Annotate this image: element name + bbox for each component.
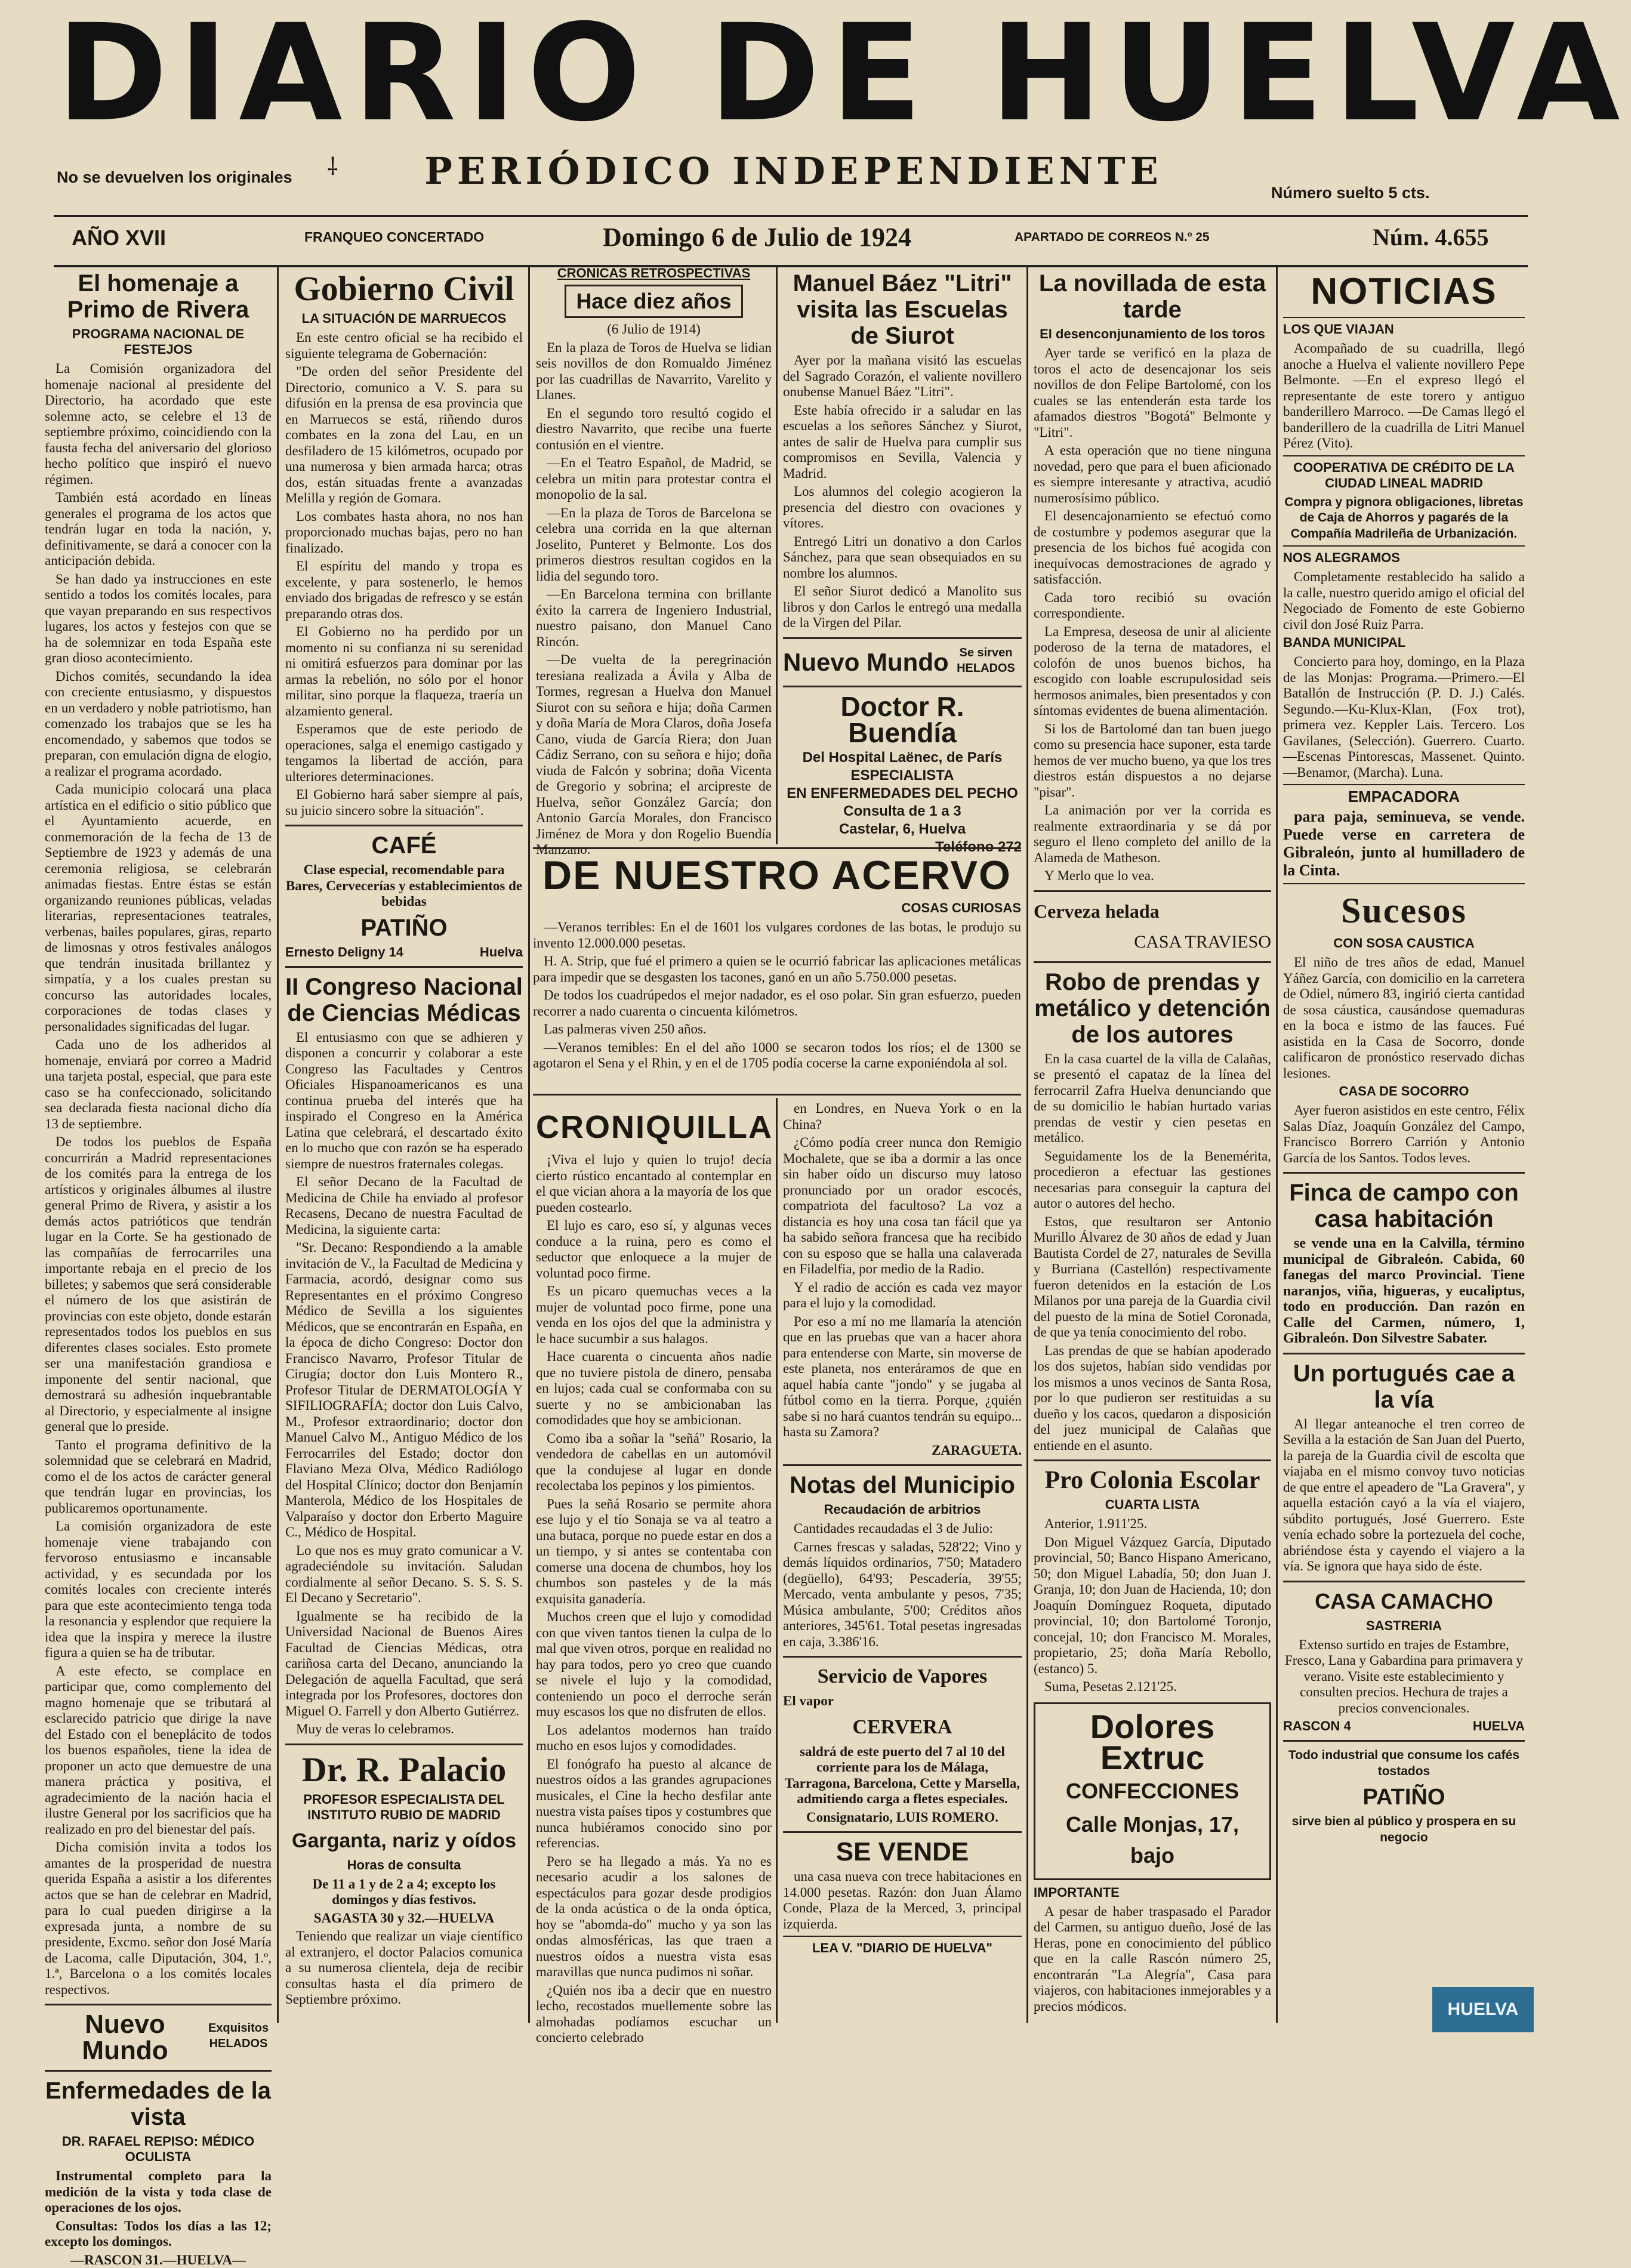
ad-buendia-hours: Consulta de 1 a 3 <box>783 803 1022 820</box>
column-rule <box>1276 266 1278 2023</box>
ad-palacio-hours-title: Horas de consulta <box>285 1857 523 1873</box>
article-paragraph: —Veranos temibles: En el del año 1000 se secaron todos los ríos; el de 1300 se agotaron el Sena y el Rhin, y en el de 1705 podía cocerse la carne exponiéndola al sol. <box>533 1040 1021 1072</box>
article-paragraph: Igualmente se ha recibido de la Universidad Nacional de Buenos Aires Facultad de Ciencias Médicas, otra cariñosa carta del Decano, anunciando la Delegación de aquella Facultad, que será integrada por los Profesores, doctores don Miguel O. Farrell y don Alberto Gutiérrez. <box>285 1609 523 1720</box>
article-paragraph: Las prendas de que se habían apoderado los dos sujetos, habían sido vendidas por los mismos a unos vecinos de Santa Rosa, por lo que pudieron ser restituidas a su dueño y los cacos, quedaron a disposición del juez municipal de Calañas que entiende en el asunto. <box>1034 1343 1271 1454</box>
ad-cafe-body: Clase especial, recomendable para Bares, Cervecerías y establecimientos de bebidas <box>285 862 523 910</box>
article-paragraph: En la casa cuartel de la villa de Calañas, se presentó el capataz de la línea del ferrocarril Zafra Huelva denunciando que de su domicilio le habían hurtado varias prendas de vestir y cien pesetas en metálico. <box>1034 1051 1271 1146</box>
article-paragraph: —En Barcelona termina con brillante éxito la carrera de Ingeniero Industrial, nuestro paisano, don Manuel Cano Rincón. <box>536 587 772 650</box>
ad-palacio-specialty: Garganta, nariz y oídos <box>285 1828 523 1854</box>
dateline: (6 Julio de 1914) <box>536 322 772 338</box>
masthead-price: Número suelto 5 cts. <box>1271 184 1430 202</box>
divider <box>285 825 523 826</box>
column-rule <box>776 266 778 844</box>
ad-vista-body: Instrumental completo para la medición de la vista y toda clase de operaciones de los ojos. <box>45 2168 272 2216</box>
finca-body: se vende una en la Calvilla, término municipal de Gibraleón. Cabida, 60 fanegas del marco Provincial. Tiene naranjos, viña, higueras, y eucaliptus, todo en producción. Dan razón en Calle del Carmen, número, 1, Gibraleón. Don Silvestre Sabater. <box>1283 1236 1525 1347</box>
article-paragraph: Ayer por la mañana visitó las escuelas del Sagrado Corazón, el valiente novillero onubense Manuel Báez "Litri". <box>783 353 1022 400</box>
ad-buendia-phone: Teléfono 272 <box>783 839 1022 856</box>
article-paragraph: Lo que nos es muy grato comunicar a V. agradeciéndole su invitación. Saludan cordialmente al señor Decano. S. S. S. S. El Decano y Secretario". <box>285 1543 523 1606</box>
franqueo-note: FRANQUEO CONCERTADO <box>304 229 484 245</box>
article-paragraph: Pero se ha llegado a más. Ya no es necesario acudir a los salones de espectáculos para gozar desde prodigios de la onda acústica o de la onda óptica, hoy se "abomda-do" mucho y ya son las ondas almosféricas, las que traen a nuestros oídos a nuestra vista esas maravillas que nunca pudimos ni soñar. <box>536 1854 772 1980</box>
article-paragraph: También está acordado en líneas generales el programa de los actos que tendrán lugar en toda la nación, y, definitivamente, se dará a conocer con la anticipación debida. <box>45 490 272 569</box>
article-paragraph: El lujo es caro, eso sí, y algunas veces conduce a la ruina, pero es como el seductor que enloquece a la mujer de voluntad poco firme. <box>536 1218 772 1281</box>
article-paragraph: El fonógrafo ha puesto al alcance de nuestros oídos a las grandes agrupaciones musicales, el Cine la hecho desfilar ante nuestra vista países tipos y costumbres que nunca hubiéramos conocido sino por referencias. <box>536 1757 772 1852</box>
column-3 <box>536 266 772 838</box>
article-paragraph: Estos, que resultaron ser Antonio Murillo Álvarez de 30 años de edad y Juan Bautista Cordel de 27, naturales de Sevilla y Burriana (Castellón) respectivamente fueron detenidos en la estación de Los Milanos por una pareja de la Guardia civil del puesto de la mina de Sotiel Coronada, de que ya tenía conocimiento del robo. <box>1034 1214 1271 1341</box>
article-paragraph: "Sr. Decano: Respondiendo a la amable invitación de V., la Facultad de Medicina y Farmacia, acordó, designar como sus Representantes en el próximo Congreso Médico de Sevilla a los siguientes Médicos, que se encontrarán en España, en la época de dicho Congreso: Doctor don Francisco Navarro, Profesor Titular de Cirugía; doctor don Luis Montero R., Profesor Titular de DERMATOLOGÍA Y SIFILIOGRAFÍA; doctor don Luis Calvo, M., Profesor extraordinario; doctor don Manuel Calvo M., Antiguo Médico de los Ferrocarriles del Estado; doctor don Flaviano Meza Olva, Médico Radiólogo del Hospital Clínico; doctor don Benjamín Manterola, Médico de los Hospitales de Valparaíso y doctor don Erberto Maguire C., Médico de Hospital. <box>285 1240 523 1541</box>
column-rule <box>528 266 530 2023</box>
divider <box>1283 455 1525 456</box>
ad-camacho-street: RASCON 4 <box>1283 1718 1351 1734</box>
divider <box>1034 961 1271 963</box>
alegramos-title: NOS ALEGRAMOS <box>1283 550 1525 566</box>
article-paragraph: —En la plaza de Toros de Barcelona se celebra una corrida en la que alternan Joselito, Punteret y Belmonte. Los dos primeros diestros resultan cogidos en la lidia del segundo toro. <box>536 505 772 585</box>
ad-palacio-note: Teniendo que realizar un viaje científico al extranjero, el doctor Palacios comunica a su numerosa clientela, deja de recibir consultas hasta el día primero de Septiembre próximo. <box>285 1928 523 2008</box>
headline-congreso: II Congreso Nacional de Ciencias Médicas <box>285 974 523 1026</box>
article-paragraph: Cantidades recaudadas el 3 de Julio: <box>783 1521 1022 1537</box>
ad-camacho-city: HUELVA <box>1473 1718 1525 1734</box>
kicker-cronicas: CRÓNICAS RETROSPECTIVAS <box>536 266 772 281</box>
article-paragraph: A este efecto, se complace en participar que, como complemento del magno homenaje que se tributará al esclarecido patricio que dirige la nave del Estado con el beneplácito de todos los buenos españoles, tiene la idea de proponer un acto que demuestre de una manera práctica y positiva, el agradecimiento de la nación hacia el ilustre General por los sacrificios que ha realizado en pro del bienestar del país. <box>45 1664 272 1838</box>
croniquilla-left <box>536 1101 772 2023</box>
article-paragraph: Seguidamente los de la Benemérita, procedieron a efectuar las gestiones necesarias para conseguir la captura del autor o autores del hecho. <box>1034 1149 1271 1212</box>
empacadora-body: para paja, seminueva, se vende. Puede verse en carretera de Gibraleón, junto al humilladero de la Cinta. <box>1283 808 1525 880</box>
divider <box>783 1656 1022 1658</box>
article-paragraph: Si los de Bartolomé dan tan buen juego como su presencia hace suponer, esta tarde hemos de ver mucho bueno, ya que los tres diestros están dispuestos a no dejarse "pisar". <box>1034 721 1271 801</box>
divider <box>45 2070 272 2072</box>
headline-novillada: La novillada de esta tarde <box>1034 270 1271 323</box>
article-paragraph: La animación por ver la corrida es realmente extraordinaria y se dá por seguro el lleno completo del anillo de la Alameda de Matheson. <box>1034 803 1271 866</box>
article-paragraph: Los adelantos modernos han traído mucho en esos lujos y comodidades. <box>536 1723 772 1754</box>
article-paragraph: Y Merlo que lo vea. <box>1034 868 1271 884</box>
divider <box>783 686 1022 687</box>
column-4-bottom <box>783 1101 1022 2023</box>
divider <box>1283 883 1525 884</box>
portugues-body: Al llegar anteanoche el tren correo de Sevilla a la estación de San Juan del Puerto, la pareja de la Guardia civil de escolta que viajaba en el mismo convoy tuvo noticias de que entre el apeadero de "La Gravera", y aquella estación cayó a la vía el viajero, súbdito portugués, José Guerrero. Este venía echado sobre la portezuela del coche, abriéndose ésta y cayendo el viajero a la vía. Se ignora que haya sido de éste. <box>1283 1417 1525 1575</box>
ad-dolores-address: Calle Monjas, 17, bajo <box>1041 1809 1263 1871</box>
article-paragraph: H. A. Strip, que fué el primero a quien se le ocurrió fabricar las aplicaciones metálicas para impedir que se desgasten los tacones, ganó en un año 5.750.000 pesetas. <box>533 954 1021 985</box>
issue-number: Núm. 4.655 <box>1373 223 1488 251</box>
article-paragraph: En este centro oficial se ha recibido el siguiente telegrama de Gobernación: <box>285 330 523 362</box>
article-paragraph: —De vuelta de la peregrinación teresiana realizada a Ávila y Alba de Tormes, regresan a Huelva don Manuel Siurot con su señora e hija; doña Carmen y doña María de Mora Claros, doña Josefa Cano, viuda de García Riera; don Juan Cádiz Serrano, con su señora e hijo; doña viuda de Falcón y sobrina; doña Vicenta de Gregorio y sobrina; el arcipreste de Huelva, señor González García; don Antonio García Morales, don Francisco Jiménez de Mora y don Rogelio Buendía Manzano. <box>536 652 772 858</box>
article-paragraph: El señor Siurot dedicó a Manolito sus libros y don Carlos le entregó una medalla de la Virgen del Pilar. <box>783 584 1022 631</box>
article-paragraph: A esta operación que no tiene ninguna novedad, pero que para el buen aficionado es siempre interesante y atractiva, acudió numerosísimo público. <box>1034 443 1271 506</box>
viajan-body: Acompañado de su cuadrilla, llegó anoche a Huelva el valiente novillero Pepe Belmonte. —En el expreso llegó el representante de este torero y antiguo banderillero Marroco. —De Camas llegó el banderillero de la cuadrilla de Litri Manuel Pérez (Vito). <box>1283 341 1525 452</box>
headline-acervo: DE NUESTRO ACERVO <box>533 854 1021 897</box>
article-paragraph: Muchos creen que el lujo y comodidad con que viven tantos tienen la culpa de lo mal que viven otros, porque en realidad no hay para todos, pero yo creo que cuando se nivele el lujo y la comodidad, conteniendo un poco el derroche serán muy escasos los que no disfruten de ellos. <box>536 1609 772 1720</box>
ad-vapores-agent: Consignatario, LUIS ROMERO. <box>783 1810 1022 1826</box>
coop-body: Compra y pignora obligaciones, libretas de Caja de Ahorros y pagarés de la Compañía Madrileña de Urbanización. <box>1283 495 1525 542</box>
ad-vapores-kicker: El vapor <box>783 1693 1022 1710</box>
ad-buendia-address: Castelar, 6, Huelva <box>783 821 1022 838</box>
article-paragraph: Pues la señá Rosario se permite ahora ese lujo y el tío Sonaja se va al teatro a una butaca, porque no puede estar en dos a un tiempo, y si antes se contentaba con comerse una docena de chumbos, hoy los chumbos son pasteles y de la más exquisita ganadería. <box>536 1496 772 1607</box>
ad-dolores-box <box>1034 1702 1271 1880</box>
article-paragraph: en Londres, en Nueva York o en la China? <box>783 1101 1022 1133</box>
sosa-body: El niño de tres años de edad, Manuel Yáñez García, con domicilio en la carretera de Odiel, número 83, ingirió cierta cantidad de sosa cáustica, causándose quemaduras en la boca e istmo de las fauces. Fué asistida en la Casa de Socorro, donde calificaron de pronóstico reservado dichas lesiones. <box>1283 955 1525 1081</box>
headline-gobierno-civil: Gobierno Civil <box>285 270 523 307</box>
column-rule <box>277 266 279 2023</box>
ad-nuevo-mundo-2 <box>783 645 1022 680</box>
issue-date: Domingo 6 de Julio de 1924 <box>603 222 911 252</box>
column-4 <box>783 266 1022 838</box>
viajan-title: LOS QUE VIAJAN <box>1283 322 1525 337</box>
lea-diario: LEA V. "DIARIO DE HUELVA" <box>783 1940 1022 1956</box>
masthead-subtitle: PERIÓDICO INDEPENDIENTE <box>394 149 1194 193</box>
article-paragraph: Los alumnos del colegio acogieron la presencia del diestro con ovaciones y vítores. <box>783 484 1022 532</box>
article-paragraph: El espíritu del mando y tropa es excelente, y para sostenerlo, le hemos enviado dos brigadas de refresco y se están preparando otras dos. <box>285 558 523 622</box>
article-paragraph: Esperamos que de este periodo de operaciones, salga el enemigo castigado y tengamos la libertad de acción, para ulteriores determinaciones. <box>285 721 523 785</box>
column-rule <box>1026 266 1028 2023</box>
article-paragraph: Cada uno de los adheridos al homenaje, enviará por correo a Madrid una tarjeta postal, especial, que para este caso se ha confeccionado, solicitando sea declarada fiesta nacional dicho día 13 de septiembre. <box>45 1037 272 1132</box>
divider <box>783 1831 1022 1833</box>
article-paragraph: De todos los pueblos de España concurrirán a Madrid representaciones de los comités para la entrega de los artísticos y originales álbumes al ilustre general Primo de Rivera, y asistir a los demás actos patrióticos que tendrán lugar en la Corte. Se ha gestionado de las compañías de ferrocarriles una importante rebaja en el precio de los billetes; y sabemos que será considerable el número de los que asistirán de provincias con este objeto, donde estarán representados todos los pueblos en sus diferentes clases sociales. Esto promete ser una manifestación grandiosa e imponente del sentir nacional, que demostrará su adhesión inquebrantable al Directorio, y especialmente al insigne general que lo preside. <box>45 1134 272 1435</box>
ad-dolores-sub: CONFECCIONES <box>1041 1776 1263 1807</box>
ad-palacio-address: SAGASTA 30 y 32.—HUELVA <box>285 1911 523 1927</box>
ad-nm-side: Se sirven HELADOS <box>950 645 1022 676</box>
ad-nuevo-mundo-side: Exquisitos HELADOS <box>205 2020 272 2051</box>
article-paragraph: —En el Teatro Español, de Madrid, se celebra un mitin para protestar contra el monopolio de la sal. <box>536 455 772 503</box>
ad-palacio-hours: De 11 a 1 y de 2 a 4; excepto los domingos y días festivos. <box>285 1877 523 1908</box>
article-paragraph: Y el radio de acción es cada vez mayor para el lujo y la comodidad. <box>783 1280 1022 1312</box>
divider <box>1034 890 1271 892</box>
subhead-marruecos: LA SITUACIÓN DE MARRUECOS <box>285 311 523 326</box>
divider <box>1283 1581 1525 1582</box>
acervo-section <box>533 847 1021 1096</box>
headline-sucesos: Sucesos <box>1283 889 1525 932</box>
article-paragraph: El entusiasmo con que se adhieren y disponen a concurrir y colaborar a este Congreso las Facultades y Centros Oficiales Hispanoamericanos es una continua prueba del interés que ha inspirado el Congreso en la América Latina que celebrará, el descartado éxito en lo mucho que con razón se ha esperado siempre de nuestros fraternales colegas. <box>285 1030 523 1172</box>
ad-buendia-spec: ESPECIALISTA <box>783 767 1022 784</box>
article-paragraph: En la plaza de Toros de Huelva se lidian seis novillos de don Romualdo Jiménez por las cuadrillas de Navarrito, Varelito y Llanes. <box>536 340 772 403</box>
ad-se-vende-body: una casa nueva con trece habitaciones en 14.000 pesetas. Razón: don Juan Álamo Conde, Plaza de la Merced, 3, principal izquierda. <box>783 1869 1022 1932</box>
ad-cafe-brand: PATIÑO <box>285 915 523 941</box>
divider <box>783 1464 1022 1466</box>
ad-nuevo-mundo-title: Nuevo Mundo <box>45 2011 205 2064</box>
headline-croniquilla: CRONIQUILLA <box>536 1106 772 1149</box>
article-paragraph: Por eso a mí no me llamaría la atención que en las pruebas que van a hacer ahora para entenderse con Marte, sin moverse de este planeta, nos enteráramos de que en aquel había cante "jondo" y se jugaba al fútbol como en la tierra. Porque, ¿quién sabe si no hará cuantos tendrán su equipo... hasta su Zamora? <box>783 1314 1022 1440</box>
article-paragraph: Ayer tarde se verificó en la plaza de toros el acto de desencajonar los seis novillos de don Felipe Bartolomé, con los cuales se las entenderán esta tarde los afamados diestros "Bogotá" Belmonte y "Litri". <box>1034 345 1271 440</box>
banda-title: BANDA MUNICIPAL <box>1283 635 1525 650</box>
ad-vapores-ship: CERVERA <box>783 1714 1022 1741</box>
ad-vapores-title: Servicio de Vapores <box>783 1664 1022 1690</box>
article-paragraph: Cada municipio colocará una placa artística en el edificio o sitio público que el Ayuntamiento acuerde, en conmemoración de la fecha de 13 de Septiembre de 1923 y además de una ceremonia religiosa, se celebrarán animadas fiestas. Entre éstas se están organizando reuniones públicas, veladas literarias, representaciones teatrales, verbenas, bailes populares, giras, reparto de limosnas y otros festivales análogos que tendrán inusitada brillantez y simpatía, y a los cuales prestan su concurso las autoridades locales, corporaciones de todas clases y personalidades significadas del lugar. <box>45 782 272 1035</box>
column-5 <box>1034 266 1271 2023</box>
ornament-icon: ⸸ <box>327 149 343 185</box>
divider <box>1283 1740 1525 1742</box>
article-paragraph: El Gobierno hará saber siempre al país, su juicio sincero sobre la situación". <box>285 787 523 819</box>
headline-robo: Robo de prendas y metálico y detención de los autores <box>1034 969 1271 1048</box>
article-paragraph: Suma, Pesetas 2.121'25. <box>1034 1679 1271 1695</box>
ad-buendia-spec2: EN ENFERMEDADES DEL PECHO <box>783 785 1022 802</box>
article-paragraph: Don Miguel Vázquez García, Diputado provincial, 50; Banco Hispano Americano, 50; don Miguel Labadía, 50; don Juan J. Granja, 10; don Juan de Hacienda, 10; don Joaquín Domínguez Roqueta, diputado provincial, 10; don Bartolomé Toronjo, concejal, 10; don Francisco M. Morales, propietario, 25; doña María Rebollo, (estanco) 5. <box>1034 1535 1271 1677</box>
article-paragraph: El Gobierno no ha perdido por un momento ni su confianza ni su serenidad ni omitirá esfuerzos para dominar por las armas la rebelión, no sólo por el honor militar, sino porque la flaqueza, traería un alzamiento general. <box>285 624 523 719</box>
ad-patino-brand: PATIÑO <box>1283 1784 1525 1810</box>
ad-palacio-credentials: PROFESOR ESPECIALISTA DEL INSTITUTO RUBIO DE MADRID <box>285 1792 523 1823</box>
ad-camacho-body: Extenso surtido en trajes de Estambre, Fresco, Lana y Gabardina para primavera y verano. Visite este establecimiento y consulten precios. Hechura de trajes a precios convencionales. <box>1283 1637 1525 1717</box>
ad-cerveza-title: Cerveza helada <box>1034 898 1271 924</box>
article-paragraph: —Veranos terribles: En el de 1601 los vulgares cordones de las botas, le produjo su invento 12.000.000 pesetas. <box>533 919 1021 951</box>
column-1 <box>45 266 272 2023</box>
divider <box>1283 1353 1525 1354</box>
article-paragraph: Es un picaro quemuchas veces a la mujer de voluntad poco firme, pone una venda en los ojos del que la administra y le hace sucumbir a sus halagos. <box>536 1283 772 1347</box>
article-paragraph: Se han dado ya instrucciones en este sentido a todos los comités locales, para que vayan preparando en sus respectivos lugares, los actos y festejos con que se ha de solemnizar en toda España este gran dioso acontecimiento. <box>45 572 272 666</box>
ad-vapores-body: saldrá de este puerto del 7 al 10 del corriente para los de Málaga, Tarragona, Barcelona, Cette y Marsella, admitiendo carga a fletes especiales. <box>783 1744 1022 1807</box>
ad-camacho-address <box>1283 1718 1525 1734</box>
headline-noticias: NOTICIAS <box>1283 270 1525 313</box>
ad-cerveza-place: CASA TRAVIESO <box>1034 929 1271 955</box>
banda-body: Concierto para hoy, domingo, en la Plaza de las Monjas: Programa.—Primero.—El Batallón de Instrucción (P. D. J.) Calés. Segundo.—Ku-Klux-Klan, (Fox trot), primera vez. Keppler Lais. Tercero. Los Gavilanes, (Selección). Guerrero. Cuarto.—Escenas Pintorescas, Massenet. Quinto.—Benamor, (Marcha). Luna. <box>1283 654 1525 780</box>
subhead-programa: PROGRAMA NACIONAL DE FESTEJOS <box>45 326 272 357</box>
signature: ZARAGUETA. <box>783 1443 1022 1459</box>
ad-vista-hours: Consultas: Todos los días a las 12; excepto los domingos. <box>45 2218 272 2250</box>
article-paragraph: ¡Viva el lujo y quien lo trujo! decía cierto rústico encantado al contemplar en el que vician ahora a la mayoría de los que pueden costearlo. <box>536 1152 772 1215</box>
socorro-body: Ayer fueron asistidos en este centro, Félix Salas Díaz, Joaquín González del Campo, Francisco Borrero Carrión y Antonio García de los Santos. Todos leves. <box>1283 1103 1525 1166</box>
archive-stamp: HUELVA <box>1432 1987 1534 2032</box>
boxed-hace-diez-anos: Hace diez años <box>565 285 742 318</box>
article-paragraph: De todos los cuadrúpedos el mejor nadador, es el oso polar. Sin gran esfuerzo, pueden recorrer a nado cuarenta o cincuenta kilómetros. <box>533 988 1021 1019</box>
divider <box>45 2004 272 2005</box>
empacadora-title: EMPACADORA <box>1283 789 1525 804</box>
article-paragraph: Este había ofrecido ir a saludar en las escuelas a los señores Sánchez y Siurot, antes de salir de Huelva para cumplir sus compromisos en Sevilla, Valencia y Madrid. <box>783 403 1022 482</box>
ad-vista-doctor: DR. RAFAEL REPISO: MÉDICO OCULISTA <box>45 2134 272 2165</box>
article-paragraph: Anterior, 1.911'25. <box>1034 1516 1271 1532</box>
article-paragraph: Dicha comisión invita a todos los amantes de la prosperidad de nuestra querida España a asistir a los diferentes actos que se han de celebrar en Madrid, para lo cual pueden dirigirse a la expresada junta, a nombre de su presidente, Excmo. señor don José María de Lacoma, calle Diputación, 304, 1.º, 1.ª, Barcelona o a los comités locales respectivos. <box>45 1840 272 1998</box>
article-paragraph: Dichos comités, secundando la idea con creciente entusiasmo, y dispuestos en un verdadero y noble patriotismo, han comenzado los trabajos que se les ha encomendado, y sabemos que todos se preparan, con emulación digna de elogio, a realizar el programa acordado. <box>45 669 272 780</box>
article-paragraph: ¿Cómo podía creer nunca don Remigio Mochalete, que se iba a dormir a las once sin haber oído un discurso muy latoso pronunciado por un orador escocés, compatriota del facultoso? La voz a distancia es hoy una cosa tan fácil que ya ha sabido señora francesa que ha recibido con su esposo que se halla una calaverada en Filadelfia, por medio de la Radio. <box>783 1135 1022 1278</box>
article-paragraph: "De orden del señor Presidente del Directorio, comunico a V. S. para su difusión en la prensa de esa provincia que en Marruecos se está, riñendo duros combates en la zona del Lau, en un desfiladero de 15 kilómetros, ocupado por una numerosa y bien armada harca; otras dos, están situadas frente a avanzadas Melilla y región de Gomara. <box>285 364 523 507</box>
apartado-note: APARTADO DE CORREOS N.º 25 <box>1015 230 1210 245</box>
divider <box>1283 784 1525 785</box>
importante-body: A pesar de haber traspasado el Parador del Carmen, su antiguo dueño, José de las Heras, pone en conocimiento del público que en la calle Rascón número 25, encontrarán "La Alegría", Casa para viajeros, con habitaciones inmejorables y a precios módicos. <box>1034 1904 1271 2015</box>
headline-portugues: Un portugués cae a la vía <box>1283 1360 1525 1413</box>
headline-homenaje: El homenaje a Primo de Rivera <box>45 270 272 323</box>
ad-patino-tail: sirve bien al público y prospera en su negocio <box>1283 1814 1525 1846</box>
divider <box>285 1744 523 1745</box>
article-paragraph: Carnes frescas y saladas, 528'22; Vino y demás líquidos ordinarios, 7'50; Matadero (degüello), 64'93; Pescadería, 39'55; Mercado, venta ambulante y pesos, 7'35; Música ambulante, 5'00; Créditos años anteriores, 345'61. Total pesetas ingresadas en caja, 3.386'16. <box>783 1539 1022 1650</box>
issue-info-bar <box>54 215 1528 267</box>
divider <box>285 966 523 968</box>
socorro-title: CASA DE SOCORRO <box>1283 1084 1525 1099</box>
article-paragraph: La Empresa, deseosa de unir al aliciente poderoso de la terna de matadores, el colofón de unos buenos bichos, ha escogido con loable escrupulosidad seis hermosos animales, bien presentados y con síntomas evidentes de buena alimentación. <box>1034 624 1271 719</box>
subhead-recaudacion: Recaudación de arbitrios <box>783 1502 1022 1517</box>
masthead-left-note: No se devuelven los originales <box>57 168 292 187</box>
divider <box>1283 317 1525 318</box>
divider <box>1283 1172 1525 1174</box>
ad-camacho-sub: SASTRERIA <box>1283 1618 1525 1634</box>
ad-cafe-street: Ernesto Deligny 14 <box>285 945 403 960</box>
article-paragraph: Hace cuarenta o cincuenta años nadie que no tuviere pistola de dinero, pensaba en lujos; cada cual se conformaba con su suerte y no se ambicionaban las comodidades que hoy se ambicionan. <box>536 1349 772 1428</box>
ad-se-vende-title: SE VENDE <box>783 1839 1022 1865</box>
issue-year: AÑO XVII <box>72 226 166 251</box>
finca-title: Finca de campo con casa habitación <box>1283 1180 1525 1232</box>
article-paragraph: Entregó Litri un donativo a don Carlos Sánchez, para que sean obsequiados en su nombre los alumnos. <box>783 534 1022 582</box>
column-2 <box>285 266 523 2023</box>
divider <box>783 1936 1022 1937</box>
article-paragraph: Las palmeras viven 250 años. <box>533 1022 1021 1038</box>
divider <box>1283 545 1525 547</box>
ad-cafe-city: Huelva <box>480 945 523 960</box>
article-paragraph: El desencajonamiento se efectuó como de costumbre y podemos asegurar que la presencia de los bichos fué acogida con inequívocas demostraciones de agrado y satisfacción. <box>1034 508 1271 588</box>
divider <box>783 637 1022 639</box>
ad-buendia-name: Doctor R. Buendía <box>783 693 1022 746</box>
ad-nuevo-mundo <box>45 2011 272 2064</box>
sosa-title: CON SOSA CAUSTICA <box>1283 936 1525 951</box>
article-paragraph: En el segundo toro resultó cogido el diestro Navarrito, que recibe una fuerte contusión en el vientre. <box>536 406 772 453</box>
ad-palacio-name: Dr. R. Palacio <box>285 1751 523 1788</box>
importante-title: IMPORTANTE <box>1034 1885 1271 1900</box>
masthead-title: DIARIO DE HUELVA <box>57 0 1525 146</box>
coop-title: COOPERATIVA DE CRÉDITO DE LA CIUDAD LINEAL MADRID <box>1283 460 1525 491</box>
article-paragraph: Como iba a soñar la "señá" Rosario, la vendedora de cabellas en un automóvil que la condujese al lugar en donde recolectaba los pepinos y los pimientos. <box>536 1431 772 1494</box>
ad-cafe-title: CAFÉ <box>285 832 523 859</box>
article-paragraph: Los combates hasta ahora, no nos han proporcionado muchas bajas, pero no han finalizado. <box>285 509 523 557</box>
ad-patino-lead: Todo industrial que consume los cafés tostados <box>1283 1748 1525 1779</box>
kicker-cosas-curiosas: COSAS CURIOSAS <box>533 900 1021 916</box>
article-paragraph: La Comisión organizadora del homenaje nacional al presidente del Directorio, ha acordado que este solemne acto, se celebre el 13 de septiembre próximo, coincidiendo con la fausta fecha del aniversario del glorioso hecho político que inspiró el nuevo régimen. <box>45 361 272 487</box>
article-paragraph: La comisión organizadora de este homenaje viene trabajando con fervoroso entusiasmo e incansable actividad, y es secundada por los comités locales con creciente interés para que este acontecimiento tenga toda la resonancia y esplendor que requiere la idea que la inspira y merece la ilustre figura a quien se ha de tributar. <box>45 1519 272 1661</box>
ad-buendia-hospital: Del Hospital Laënec, de París <box>783 749 1022 766</box>
column-rule <box>776 1098 778 2023</box>
article-paragraph: ¿Quién nos iba a decir que en nuestro lecho, recostados muellemente sobre las almohadas podíamos escuchar un concierto celebrado <box>536 1983 772 2046</box>
article-paragraph: Muy de veras lo celebramos. <box>285 1721 523 1738</box>
ad-cafe-address <box>285 945 523 960</box>
ad-camacho-title: CASA CAMACHO <box>1283 1588 1525 1615</box>
headline-notas-municipio: Notas del Municipio <box>783 1472 1022 1498</box>
article-paragraph: El señor Decano de la Facultad de Medicina de Chile ha enviado al profesor Recasens, Decano de nuestra Facultad de Medicina, la siguiente carta: <box>285 1174 523 1238</box>
article-paragraph: Cada toro recibió su ovación correspondiente. <box>1034 590 1271 622</box>
ad-dolores-title: Dolores Extruc <box>1041 1711 1263 1773</box>
ad-vista-address: —RASCON 31.—HUELVA— <box>45 2252 272 2268</box>
ad-vista-title: Enfermedades de la vista <box>45 2078 272 2130</box>
divider <box>1034 1459 1271 1461</box>
alegramos-body: Completamente restablecido ha salido a la calle, nuestro querido amigo el oficial del Negociado de Fomento de este Gobierno civil don José Ruiz Parra. <box>1283 569 1525 632</box>
headline-pro-colonia: Pro Colonia Escolar <box>1034 1467 1271 1494</box>
ad-nm-title: Nuevo Mundo <box>783 649 949 675</box>
column-6 <box>1283 266 1525 2023</box>
subhead-cuarta-lista: CUARTA LISTA <box>1034 1497 1271 1513</box>
subhead-desencajonamiento: El desenconjunamiento de los toros <box>1034 326 1271 342</box>
article-paragraph: Tanto el programa definitivo de la solemnidad que se celebrará en Madrid, como el de los actos de carácter general que tendrán lugar en provincias, los publicaremos oportunamente. <box>45 1437 272 1517</box>
headline-litri: Manuel Báez "Litri" visita las Escuelas de Siurot <box>783 270 1022 349</box>
